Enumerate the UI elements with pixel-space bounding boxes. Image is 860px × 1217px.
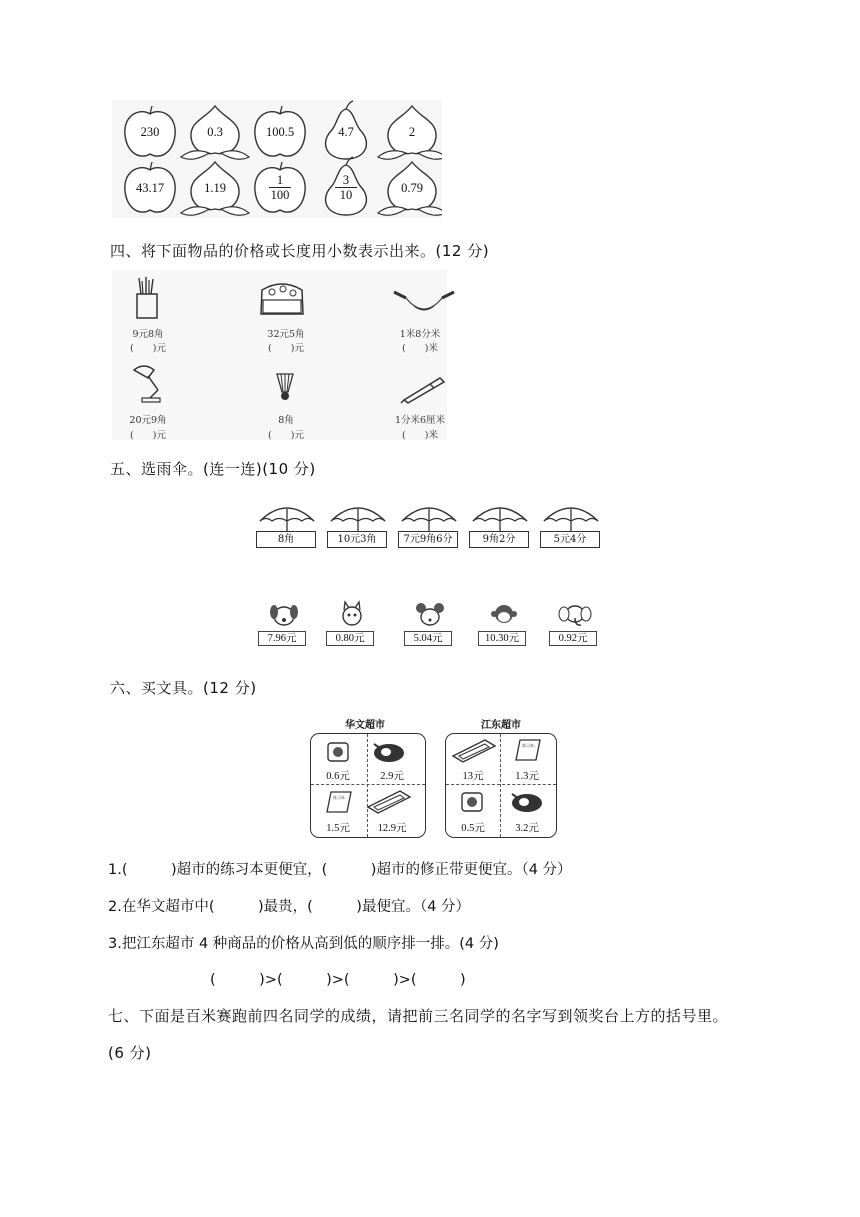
fraction-numerator: 1 — [276, 173, 284, 187]
sharpener-icon — [325, 740, 351, 764]
pencil-holder-icon — [132, 276, 162, 320]
cat-icon — [334, 600, 370, 630]
item-value: 20元9角 — [129, 415, 167, 426]
umbrella-icon — [400, 503, 458, 531]
umbrella-icon — [542, 503, 600, 531]
pencil-case-icon — [451, 738, 497, 764]
fruit-number: 43.17 — [135, 181, 165, 195]
question-3: 3.把江东超市 4 种商品的价格从高到低的顺序排一排。(4 分) — [108, 936, 499, 952]
elephant-icon — [557, 600, 593, 630]
price-label: 13元 — [462, 771, 484, 782]
notebook-icon — [514, 738, 542, 762]
price-label: 12.9元 — [377, 823, 407, 834]
svg-text:练习本: 练习本 — [333, 795, 345, 800]
question-3-blanks: ( )>( )>( )>( ) — [210, 972, 466, 988]
item-answer: ( )元 — [268, 430, 304, 441]
animal-item[interactable] — [334, 600, 370, 634]
item-answer: ( )米 — [402, 343, 438, 354]
section6-title: 六、买文具。(12 分) — [110, 679, 257, 697]
price-label: 1.5元 — [326, 823, 350, 834]
price-label: 3.2元 — [515, 823, 539, 834]
animal-price: 5.04元 — [404, 631, 452, 646]
umbrella-price: 5元4分 — [540, 531, 600, 548]
shuttlecock-icon — [274, 372, 296, 402]
item-value: 8角 — [278, 415, 294, 426]
backpack-icon — [257, 278, 307, 318]
item-value: 1分米6厘米 — [394, 415, 446, 426]
animal-item[interactable] — [486, 600, 522, 634]
question-2: 2.在华文超市中( )最贵，( )最便宜。（4 分） — [108, 899, 471, 915]
animal-item[interactable] — [412, 600, 448, 634]
item-answer: ( )米 — [402, 430, 438, 441]
animal-item[interactable] — [266, 600, 302, 634]
item-answer: ( )元 — [268, 343, 304, 354]
item-answer: ( )元 — [130, 343, 166, 354]
sharpener-icon — [459, 790, 485, 814]
umbrella-icon — [329, 503, 387, 531]
section7-title: 七、下面是百米赛跑前四名同学的成绩，请把前三名同学的名字写到领奖台上方的括号里。 — [108, 1007, 729, 1025]
umbrella-price: 7元9角6分 — [398, 531, 458, 548]
fruit-number: 0.3 — [207, 125, 223, 139]
monkey-icon — [486, 600, 522, 630]
pen-icon — [400, 372, 448, 404]
fruit-number — [250, 173, 310, 202]
correction-tape-icon — [372, 740, 406, 764]
dog-icon — [266, 600, 302, 630]
item-answer: ( )元 — [130, 430, 166, 441]
notebook-icon — [325, 790, 353, 814]
pencil-case-icon — [366, 789, 412, 815]
divider — [311, 784, 425, 785]
section4-title: 四、将下面物品的价格或长度用小数表示出来。(12 分) — [110, 242, 490, 260]
question-1: 1.( )超市的练习本更便宜，( )超市的修正带更便宜。（4 分） — [108, 862, 572, 878]
shop2-name: 江东超市 — [481, 720, 521, 731]
fruit-number: 100.5 — [265, 125, 295, 139]
fruit-number: 4.7 — [338, 125, 354, 139]
mouse-icon — [412, 600, 448, 630]
fraction-numerator: 3 — [342, 173, 350, 187]
umbrella-price: 8角 — [256, 531, 316, 548]
item-value: 9元8角 — [132, 329, 164, 340]
fruit-number: 0.79 — [401, 181, 423, 195]
price-label: 2.9元 — [380, 771, 404, 782]
fraction-denominator: 100 — [270, 188, 290, 202]
shop1-name: 华文超市 — [345, 720, 385, 731]
fruit-number: 2 — [408, 125, 416, 139]
umbrella-icon — [471, 503, 529, 531]
jump-rope-icon — [392, 286, 456, 314]
fruit-number: 230 — [140, 125, 160, 139]
svg-text:练习本: 练习本 — [522, 743, 534, 748]
animal-price: 0.80元 — [326, 631, 374, 646]
animal-price: 10.30元 — [478, 631, 526, 646]
fruit-number: 1.19 — [204, 181, 226, 195]
section5-title: 五、选雨伞。(连一连)(10 分) — [110, 460, 316, 478]
umbrella-icon — [258, 503, 316, 531]
section7-score: (6 分) — [108, 1044, 152, 1062]
price-label: 1.3元 — [515, 771, 539, 782]
item-value: 1米8分米 — [399, 329, 441, 340]
desk-lamp-icon — [128, 362, 170, 404]
fruit-number — [316, 173, 376, 202]
item-value: 32元5角 — [267, 329, 305, 340]
price-label: 0.5元 — [461, 823, 485, 834]
fraction-denominator: 10 — [339, 188, 353, 202]
animal-price: 0.92元 — [549, 631, 597, 646]
animal-price: 7.96元 — [258, 631, 306, 646]
divider — [446, 784, 556, 785]
price-label: 0.6元 — [326, 771, 350, 782]
correction-tape-icon — [510, 790, 544, 814]
umbrella-price: 9角2分 — [469, 531, 529, 548]
animal-item[interactable] — [557, 600, 593, 634]
umbrella-price: 10元3角 — [327, 531, 387, 548]
